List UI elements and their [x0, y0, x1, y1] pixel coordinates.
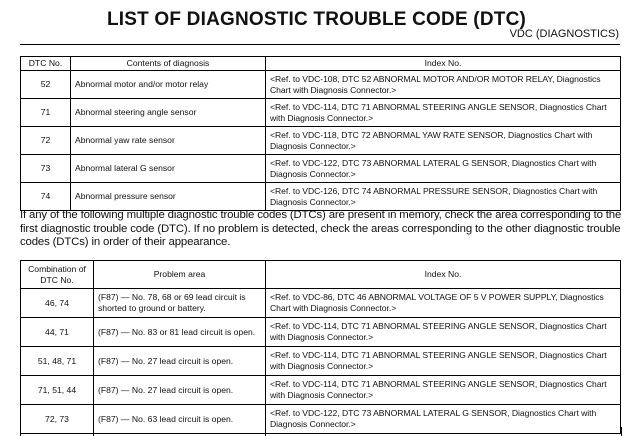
problem-area-cell: (F87) — No. 27 lead circuit is open.	[94, 376, 266, 405]
combination-codes: 71, 51, 44	[21, 376, 94, 405]
diagnosis-cell: Abnormal lateral G sensor	[71, 155, 266, 183]
column-header-index: Index No.	[266, 261, 621, 289]
section-label: VDC (DIAGNOSTICS)	[509, 28, 619, 40]
index-ref: <Ref. to VDC-114, DTC 71 ABNORMAL STEERING ANGLE SENSOR, Diagnostics Chart with Diagnosis Connector.>	[266, 376, 621, 405]
table-row	[21, 99, 621, 127]
problem-area-cell: (F87) — No. 83 or 81 lead circuit is open.	[94, 318, 266, 347]
dtc-code: 71	[21, 99, 71, 127]
index-ref: <Ref. to VDC-114, DTC 71 ABNORMAL STEERING ANGLE SENSOR, Diagnostics Chart with Diagnosis Connector.>	[266, 347, 621, 376]
table-continuation	[20, 427, 622, 436]
index-ref: <Ref. to VDC-126, DTC 74 ABNORMAL PRESSURE SENSOR, Diagnostics Chart with Diagnosis Connector.>	[266, 183, 621, 211]
diagnosis-cell: Abnormal motor and/or motor relay	[71, 71, 266, 99]
table-row	[21, 318, 621, 347]
index-ref: <Ref. to VDC-122, DTC 73 ABNORMAL LATERAL G SENSOR, Diagnostics Chart with Diagnosis Connector.>	[266, 405, 621, 434]
combination-table	[20, 260, 621, 434]
dtc-table	[20, 56, 621, 211]
table-row	[21, 71, 621, 99]
problem-area-cell: (F87) — No. 27 lead circuit is open.	[94, 347, 266, 376]
column-header-combination: Combination of DTC No.	[21, 261, 94, 289]
index-ref: <Ref. to VDC-122, DTC 73 ABNORMAL LATERAL G SENSOR, Diagnostics Chart with Diagnosis Connector.>	[266, 155, 621, 183]
header-divider	[20, 44, 620, 45]
dtc-code: 73	[21, 155, 71, 183]
column-divider	[265, 427, 266, 436]
table-row	[21, 183, 621, 211]
column-header-index: Index No.	[266, 57, 621, 71]
dtc-code: 74	[21, 183, 71, 211]
combination-codes: 44, 71	[21, 318, 94, 347]
table-row	[21, 376, 621, 405]
instruction-paragraph: If any of the following multiple diagnostic trouble codes (DTCs) are present in memory, check the area corresponding to the first diagnostic trouble code (DTC). If no problem is detected, check the areas corresponding to the other diagnostic trouble codes (DTCs) in order of their appearance.	[20, 209, 622, 249]
column-header-contents: Contents of diagnosis	[71, 57, 266, 71]
combination-codes: 72, 73	[21, 405, 94, 434]
table-row	[21, 289, 621, 318]
column-header-dtc-no: DTC No.	[21, 57, 71, 71]
dtc-table-header	[21, 57, 621, 71]
table-row	[21, 127, 621, 155]
dtc-code: 72	[21, 127, 71, 155]
dtc-code: 52	[21, 71, 71, 99]
combination-codes: 46, 74	[21, 289, 94, 318]
problem-area-cell: (F87) — No. 78, 68 or 69 lead circuit is shorted to ground or battery.	[94, 289, 266, 318]
index-ref: <Ref. to VDC-114, DTC 71 ABNORMAL STEERING ANGLE SENSOR, Diagnostics Chart with Diagnosis Connector.>	[266, 99, 621, 127]
table-row	[21, 155, 621, 183]
index-ref: <Ref. to VDC-118, DTC 72 ABNORMAL YAW RATE SENSOR, Diagnostics Chart with Diagnosis Connector.>	[266, 127, 621, 155]
column-divider	[93, 427, 94, 436]
combination-codes: 51, 48, 71	[21, 347, 94, 376]
diagnosis-cell: Abnormal yaw rate sensor	[71, 127, 266, 155]
page-title: LIST OF DIAGNOSTIC TROUBLE CODE (DTC)	[106, 9, 527, 30]
index-ref: <Ref. to VDC-86, DTC 46 ABNORMAL VOLTAGE OF 5 V POWER SUPPLY, Diagnostics Chart with Diagnosis Connector.>	[266, 289, 621, 318]
table-row	[21, 347, 621, 376]
column-header-problem-area: Problem area	[94, 261, 266, 289]
problem-area-cell: (F87) — No. 63 lead circuit is open.	[94, 405, 266, 434]
diagnosis-cell: Abnormal steering angle sensor	[71, 99, 266, 127]
index-ref: <Ref. to VDC-114, DTC 71 ABNORMAL STEERING ANGLE SENSOR, Diagnostics Chart with Diagnosis Connector.>	[266, 318, 621, 347]
combination-table-header	[21, 261, 621, 289]
index-ref: <Ref. to VDC-108, DTC 52 ABNORMAL MOTOR AND/OR MOTOR RELAY, Diagnostics Chart with Diagnosis Connector.>	[266, 71, 621, 99]
diagnosis-cell: Abnormal pressure sensor	[71, 183, 266, 211]
